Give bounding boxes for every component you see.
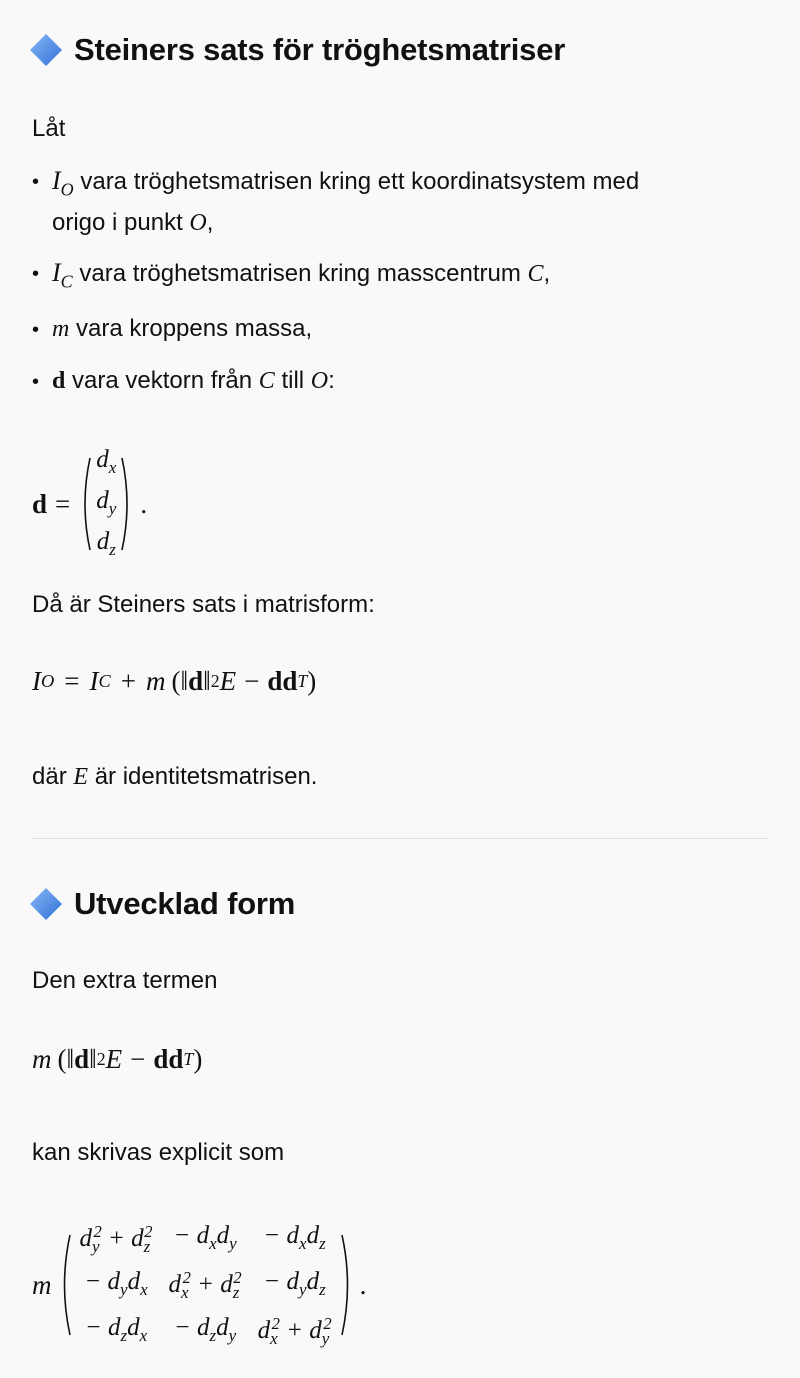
section-divider bbox=[32, 838, 768, 839]
section-heading-steiner bbox=[32, 32, 565, 68]
explicit-matrix-equation: m $d_y^2 + d_z^2$ − $d_xd_y$ − $d_xd_z$ − $d_yd_x$ $d_x^2 + d_z^2$ − $d_yd_z$ − $d_zd_x$ − $d_zd_y$ $d_x^2 + d_y^2$ . bbox=[32, 1216, 366, 1354]
statement-text: Då är Steiners sats i matrisform: bbox=[32, 591, 375, 618]
blue-diamond-icon bbox=[32, 36, 60, 64]
blue-diamond-icon bbox=[32, 890, 60, 918]
extra-term-formula: m (‖ d ‖ 2 E − dd T ) bbox=[32, 1044, 203, 1074]
section-heading-expanded bbox=[32, 886, 295, 922]
inertia-matrix: $d_y^2 + d_z^2$ − $d_xd_y$ − $d_xd_z$ − $d_yd_x$ $d_x^2 + d_z^2$ − $d_yd_z$ − $d_zd_x$ − $d_zd_y$ $d_x^2 + d_y^2$ bbox=[79, 1221, 332, 1348]
list-item: • d vara vektorn från C till O: bbox=[32, 367, 335, 394]
list-item: • $I_C$ vara tröghetsmatrisen kring masscentrum C, bbox=[32, 258, 551, 292]
explicit-text: kan skrivas explicit som bbox=[32, 1139, 285, 1166]
list-item: • m vara kroppens massa, bbox=[32, 315, 313, 342]
section-title: Steiners sats för tröghetsmatriser bbox=[74, 32, 566, 67]
section-title: Utvecklad form bbox=[74, 886, 296, 921]
d-vector: $d_x$ $d_y$ $d_z$ bbox=[96, 446, 117, 559]
intro-text: Låt bbox=[32, 115, 66, 142]
vector-equation: d = $d_x$ $d_y$ $d_z$ . bbox=[32, 442, 147, 567]
steiner-formula: I O = I C + m (‖ d ‖ 2 E − dd T ) bbox=[32, 666, 317, 696]
list-item: • $I_O$ vara tröghetsmatrisen kring ett koordinatsystem med origo i punkt O, bbox=[32, 166, 640, 237]
intro-text: Den extra termen bbox=[32, 967, 218, 994]
definition-E: där E är identitetsmatrisen. bbox=[32, 763, 318, 790]
